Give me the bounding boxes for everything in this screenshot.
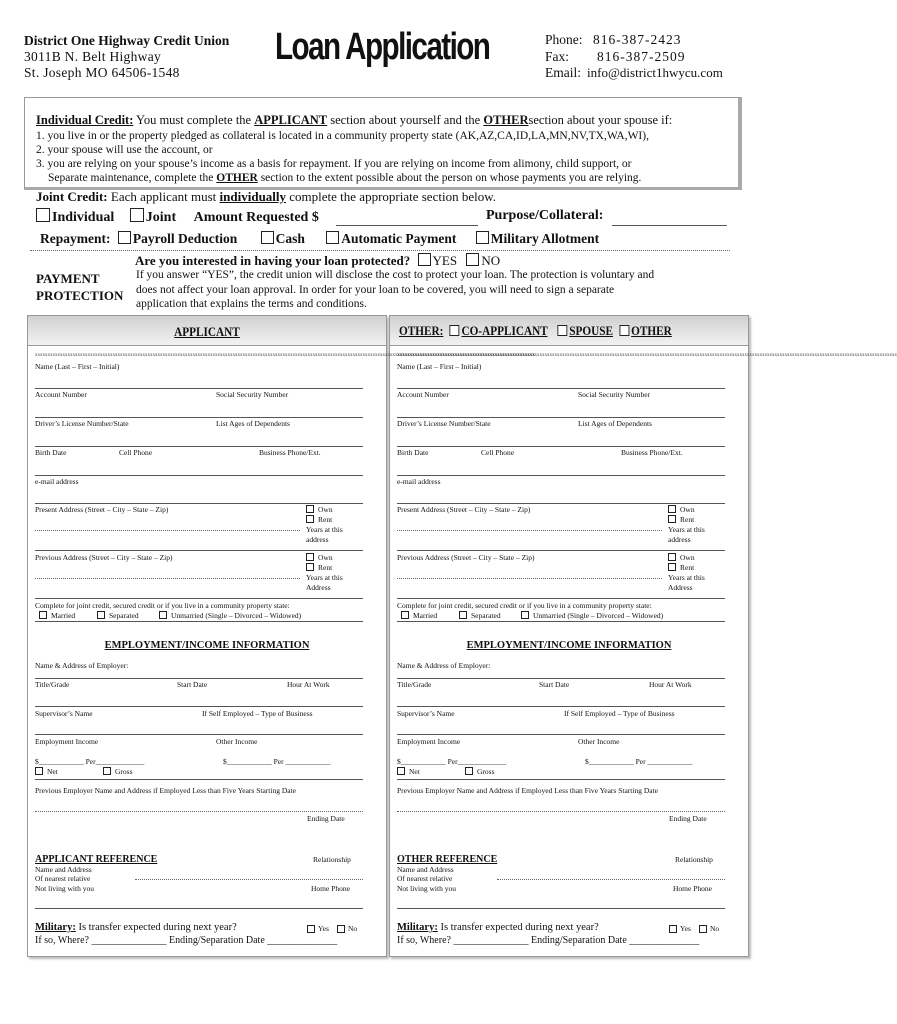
military-no-checkbox[interactable] [337, 925, 345, 933]
email-label: e-mail address [35, 477, 79, 486]
divider [30, 250, 730, 251]
years-label-1: Years at this [306, 525, 343, 534]
ic-text-a: You must complete the [136, 113, 252, 127]
payroll-label: Payroll Deduction [132, 231, 238, 246]
previous-employer-field[interactable] [35, 811, 363, 812]
business-phone-label: Business Phone/Ext. [259, 448, 321, 457]
ic-other: OTHER [483, 113, 529, 127]
military-yes-checkbox[interactable] [669, 925, 677, 933]
credit-type-row [36, 208, 319, 226]
name-label: Name (Last – First – Initial) [397, 362, 482, 371]
business-phone-label: Business Phone/Ext. [621, 448, 683, 457]
spouse-checkbox[interactable] [558, 325, 568, 336]
title-row-field[interactable] [397, 706, 725, 707]
title-row-field[interactable] [35, 706, 363, 707]
military-no-label: No [348, 924, 358, 933]
separated-label: Separated [471, 611, 501, 620]
supervisor-field[interactable] [397, 734, 725, 735]
cash-label: Cash [275, 231, 305, 246]
reference-field[interactable] [497, 879, 725, 880]
employment-income-label: Employment Income [35, 737, 99, 746]
ref-label-1: Name and Address [397, 865, 454, 874]
previous-address-field[interactable] [397, 578, 662, 579]
ref-label-3: Not living with you [397, 884, 456, 893]
other-income-label: Other Income [578, 737, 620, 746]
prev-own-label: Own [680, 553, 695, 562]
ref-label-2: Of nearest relative [397, 874, 453, 883]
phone-label: Phone: [545, 32, 583, 47]
military-allotment-checkbox[interactable] [476, 231, 489, 244]
present-address-field[interactable] [35, 530, 300, 531]
separator-marks: xxxxxxxxxxxxxxxxxxxxxxxxxxxxxxxxxxxxxxxxxxxxxxxxxxxxxxxxxxxxxxxxxxxxxxxxxxxxxxxxxxxxxxxxxxxxxxxxxxxxxxxxxxxxxxxxxxxxxxxxxxxxxxxxxxxxxxxxxxxxxxxxxxxxxxxxxxxxxxxxxxxxxxxxxxxxxxxxxxxxxxxxxxxxxxxxxxxxxxxx [35, 353, 535, 358]
military-where: If so, Where? _______________ Ending/Separation Date ______________ [35, 935, 338, 946]
income-line[interactable] [35, 779, 363, 780]
reference-heading: OTHER REFERENCE [397, 854, 498, 865]
account-field[interactable] [397, 388, 725, 389]
ref-label-1: Name and Address [35, 865, 92, 874]
present-address-top[interactable] [35, 503, 363, 504]
ref-label-3: Not living with you [35, 884, 94, 893]
l4c: section to the extent possible about the person on whose payments you are relying. [260, 172, 642, 184]
employer-label: Name & Address of Employer: [35, 661, 129, 670]
amount-field[interactable] [336, 225, 478, 226]
intro-item-4 [36, 171, 649, 185]
joint-credit-label: Joint Credit: [36, 189, 108, 204]
license-field[interactable] [397, 417, 725, 418]
account-number-label: Account Number [397, 390, 449, 399]
relationship-label: Relationship [675, 855, 713, 864]
previous-address-field[interactable] [35, 578, 300, 579]
ic-applicant: APPLICANT [254, 113, 328, 127]
married-label: Married [51, 611, 76, 620]
unmarried-label: Unmarried (Single – Divorced – Widowed) [533, 611, 664, 620]
birth-date-label: Birth Date [397, 448, 429, 457]
purpose-field[interactable] [612, 225, 727, 226]
employment-income-per: $____________ Per_____________ [35, 757, 145, 766]
birth-row-field[interactable] [397, 446, 725, 447]
license-field[interactable] [35, 417, 363, 418]
previous-address-top[interactable] [35, 550, 363, 551]
separated-label: Separated [109, 611, 139, 620]
email-field[interactable] [35, 475, 363, 476]
account-number-label: Account Number [35, 390, 87, 399]
rent-label: Rent [680, 515, 695, 524]
individual-checkbox[interactable] [36, 208, 50, 222]
intro-item-3: 3. you are relying on your spouse’s income as a basis for repayment. If you are relying on income from alimony, child support, or [36, 158, 632, 170]
title-grade-label: Title/Grade [35, 680, 70, 689]
start-date-label: Start Date [539, 680, 570, 689]
prev-own-label: Own [318, 553, 333, 562]
own-label: Own [680, 505, 695, 514]
intro-item-1: 1. you live in or the property pledged as collateral is located in a community property state (AK,AZ,CA,ID,LA,MN,NV,TX,WA,WI), [36, 130, 649, 142]
years-label-2: address [668, 535, 691, 544]
other-heading-row [399, 324, 672, 339]
phone-number: 816-387-2423 [593, 32, 682, 47]
prev-years-label-2: Address [306, 583, 331, 592]
repayment-row [40, 231, 599, 247]
protection-yes-checkbox[interactable] [418, 253, 431, 266]
military-allotment-label: Military Allotment [490, 231, 600, 246]
intro-item-2: 2. your spouse will use the account, or [36, 144, 213, 156]
co-applicant-checkbox[interactable] [450, 325, 460, 336]
email-field[interactable] [397, 475, 725, 476]
pp-label-1: PAYMENT [36, 271, 100, 286]
married-checkbox[interactable] [401, 611, 409, 619]
military-row [35, 922, 237, 933]
org-name: District One Highway Credit Union [24, 33, 230, 48]
joint-credit-line [36, 189, 496, 205]
drivers-license-label: Driver’s License Number/State [397, 419, 491, 428]
contact-block [545, 32, 723, 82]
home-phone-label: Home Phone [311, 884, 350, 893]
military-yes-label: Yes [680, 924, 691, 933]
unmarried-label: Unmarried (Single – Divorced – Widowed) [171, 611, 302, 620]
joint-divider[interactable] [397, 598, 725, 599]
page-title: Loan Application [275, 26, 490, 68]
present-address-top[interactable] [397, 503, 725, 504]
relationship-label: Relationship [313, 855, 351, 864]
supervisor-label: Supervisor’s Name [35, 709, 93, 718]
military-no-label: No [710, 924, 720, 933]
present-address-field[interactable] [397, 530, 662, 531]
employment-income-label: Employment Income [397, 737, 461, 746]
reference-heading: APPLICANT REFERENCE [35, 854, 158, 865]
protection-yes-label: YES [432, 253, 458, 268]
unmarried-checkbox[interactable] [159, 611, 167, 619]
start-date-label: Start Date [177, 680, 208, 689]
employment-income-per: $____________ Per_____________ [397, 757, 507, 766]
years-label-2: address [306, 535, 329, 544]
military-question: Is transfer expected during next year? [78, 922, 237, 933]
married-label: Married [413, 611, 438, 620]
own-checkbox[interactable] [668, 505, 676, 513]
military-no-checkbox[interactable] [699, 925, 707, 933]
prev-own-checkbox[interactable] [306, 553, 314, 561]
amount-requested-label: Amount Requested $ [193, 210, 319, 225]
net-checkbox[interactable] [397, 767, 405, 775]
military-yes-label: Yes [318, 924, 329, 933]
prev-years-label-2: Address [668, 583, 693, 592]
separated-checkbox[interactable] [459, 611, 467, 619]
reference-field[interactable] [135, 879, 363, 880]
spouse-label: SPOUSE [569, 324, 614, 338]
years-label-1: Years at this [668, 525, 705, 534]
payment-protection-label [36, 270, 123, 304]
jc-b: individually [219, 189, 287, 204]
previous-employer-field[interactable] [397, 811, 725, 812]
account-field[interactable] [35, 388, 363, 389]
marital-line[interactable] [397, 621, 725, 622]
cell-phone-label: Cell Phone [119, 448, 153, 457]
auto-payment-label: Automatic Payment [341, 231, 457, 246]
previous-employer-label: Previous Employer Name and Address if Employed Less than Five Years Starting Date [35, 786, 296, 795]
military-row [397, 922, 599, 933]
separator-marks: xxxxxxxxxxxxxxxxxxxxxxxxxxxxxxxxxxxxxxxxxxxxxxxxxxxxxxxxxxxxxxxxxxxxxxxxxxxxxxxxxxxxxxxxxxxxxxxxxxxxxxxxxxxxxxxxxxxxxxxxxxxxxxxxxxxxxxxxxxxxxxxxxxxxxxxxxxxxxxxxxxxxxxxxxxxxxxxxxxxxxxxxxxxxxxxxxxxxxxxx [397, 353, 897, 358]
co-applicant-label: CO-APPLICANT [461, 324, 548, 338]
marital-line[interactable] [35, 621, 363, 622]
joint-label: Joint [145, 210, 177, 225]
joint-checkbox[interactable] [130, 208, 144, 222]
self-employed-label: If Self Employed – Type of Business [202, 709, 313, 718]
pp-text-2: does not affect your loan approval. In order for your loan to be covered, you will need to sign a separate [136, 283, 615, 296]
employer-field[interactable] [397, 678, 725, 679]
email-address: info@district1hwycu.com [587, 65, 723, 80]
email-label: e-mail address [397, 477, 441, 486]
prev-years-label-1: Years at this [668, 573, 705, 582]
own-label: Own [318, 505, 333, 514]
military-yes-checkbox[interactable] [307, 925, 315, 933]
supervisor-field[interactable] [35, 734, 363, 735]
email-label: Email: [545, 65, 581, 80]
employer-label: Name & Address of Employer: [397, 661, 491, 670]
supervisor-label: Supervisor’s Name [397, 709, 455, 718]
prev-rent-label: Rent [318, 563, 333, 572]
fax-label: Fax: [545, 48, 570, 64]
own-checkbox[interactable] [306, 505, 314, 513]
ref-label-2: Of nearest relative [35, 874, 91, 883]
l4b: OTHER [216, 172, 258, 184]
gross-label: Gross [115, 767, 133, 776]
title-grade-label: Title/Grade [397, 680, 432, 689]
dependents-label: List Ages of Dependents [216, 419, 290, 428]
military-question: Is transfer expected during next year? [440, 922, 599, 933]
gross-checkbox[interactable] [103, 767, 111, 775]
net-label: Net [47, 767, 58, 776]
other-income-label: Other Income [216, 737, 258, 746]
previous-employer-label: Previous Employer Name and Address if Employed Less than Five Years Starting Date [397, 786, 658, 795]
rent-checkbox[interactable] [306, 515, 314, 523]
gross-checkbox[interactable] [465, 767, 473, 775]
jc-c: complete the appropriate section below. [289, 189, 496, 204]
employment-heading: EMPLOYMENT/INCOME INFORMATION [104, 640, 310, 651]
drivers-license-label: Driver’s License Number/State [35, 419, 129, 428]
org-address-2: St. Joseph MO 64506-1548 [24, 65, 180, 80]
rent-checkbox[interactable] [668, 515, 676, 523]
ic-text-c: section about yourself and the [330, 113, 481, 127]
previous-address-label: Previous Address (Street – City – State – Zip) [397, 553, 535, 562]
military-label: Military: [35, 922, 76, 933]
reference-line[interactable] [397, 908, 725, 909]
net-checkbox[interactable] [35, 767, 43, 775]
ssn-label: Social Security Number [578, 390, 651, 399]
fax-number: 816-387-2509 [597, 48, 686, 64]
joint-divider[interactable] [35, 598, 363, 599]
applicant-heading: APPLICANT [174, 325, 240, 339]
prev-years-label-1: Years at this [306, 573, 343, 582]
other-checkbox[interactable] [619, 325, 629, 336]
prev-rent-label: Rent [680, 563, 695, 572]
military-where: If so, Where? _______________ Ending/Separation Date ______________ [397, 935, 700, 946]
unmarried-checkbox[interactable] [521, 611, 529, 619]
net-label: Net [409, 767, 420, 776]
repayment-label: Repayment: [40, 231, 111, 246]
protection-question-row [135, 253, 500, 269]
birth-row-field[interactable] [35, 446, 363, 447]
protection-question: Are you interested in having your loan protected? [135, 253, 411, 268]
payroll-checkbox[interactable] [118, 231, 131, 244]
cell-phone-label: Cell Phone [481, 448, 515, 457]
hour-at-work-label: Hour At Work [287, 680, 330, 689]
name-label: Name (Last – First – Initial) [35, 362, 120, 371]
prev-rent-checkbox[interactable] [306, 563, 314, 571]
cash-checkbox[interactable] [261, 231, 274, 244]
jc-a: Each applicant must [110, 189, 217, 204]
individual-credit-label: Individual Credit: [36, 113, 134, 127]
ic-text-e: section about your spouse if: [528, 113, 673, 127]
birth-date-label: Birth Date [35, 448, 67, 457]
married-checkbox[interactable] [39, 611, 47, 619]
other-heading: OTHER: [399, 324, 444, 338]
employer-field[interactable] [35, 678, 363, 679]
present-address-label: Present Address (Street – City – State – Zip) [35, 505, 169, 514]
dependents-label: List Ages of Dependents [578, 419, 652, 428]
pp-text-1: If you answer “YES”, the credit union will disclose the cost to protect your loan. The protection is voluntary and [136, 269, 655, 281]
protection-no-checkbox[interactable] [466, 253, 479, 266]
other-income-per: $____________ Per ____________ [223, 757, 331, 766]
l4a: Separate maintenance, complete the [48, 172, 214, 184]
separated-checkbox[interactable] [97, 611, 105, 619]
other-label: OTHER [631, 324, 672, 338]
purpose-label: Purpose/Collateral: [486, 208, 604, 223]
income-line[interactable] [397, 779, 725, 780]
military-label: Military: [397, 922, 438, 933]
self-employed-label: If Self Employed – Type of Business [564, 709, 675, 718]
other-income-per: $____________ Per ____________ [585, 757, 693, 766]
ending-date-label: Ending Date [669, 814, 707, 823]
joint-note-label: Complete for joint credit, secured credit or if you live in a community property state: [35, 601, 290, 610]
previous-address-top[interactable] [397, 550, 725, 551]
hour-at-work-label: Hour At Work [649, 680, 692, 689]
pp-label-2: PROTECTION [36, 288, 124, 303]
joint-note-label: Complete for joint credit, secured credit or if you live in a community property state: [397, 601, 652, 610]
present-address-label: Present Address (Street – City – State – Zip) [397, 505, 531, 514]
intro-list [36, 129, 649, 185]
ending-date-label: Ending Date [307, 814, 345, 823]
ssn-label: Social Security Number [216, 390, 289, 399]
reference-line[interactable] [35, 908, 363, 909]
previous-address-label: Previous Address (Street – City – State – Zip) [35, 553, 173, 562]
org-address-1: 3011B N. Belt Highway [24, 49, 162, 64]
protection-text [136, 268, 654, 312]
prev-rent-checkbox[interactable] [668, 563, 676, 571]
employment-heading: EMPLOYMENT/INCOME INFORMATION [466, 640, 672, 651]
gross-label: Gross [477, 767, 495, 776]
protection-no-label: NO [481, 253, 501, 268]
home-phone-label: Home Phone [673, 884, 712, 893]
auto-payment-checkbox[interactable] [326, 231, 339, 244]
prev-own-checkbox[interactable] [668, 553, 676, 561]
individual-label: Individual [52, 210, 115, 225]
individual-credit-line [36, 113, 672, 128]
rent-label: Rent [318, 515, 333, 524]
pp-text-3: application that explains the terms and conditions. [136, 298, 367, 310]
